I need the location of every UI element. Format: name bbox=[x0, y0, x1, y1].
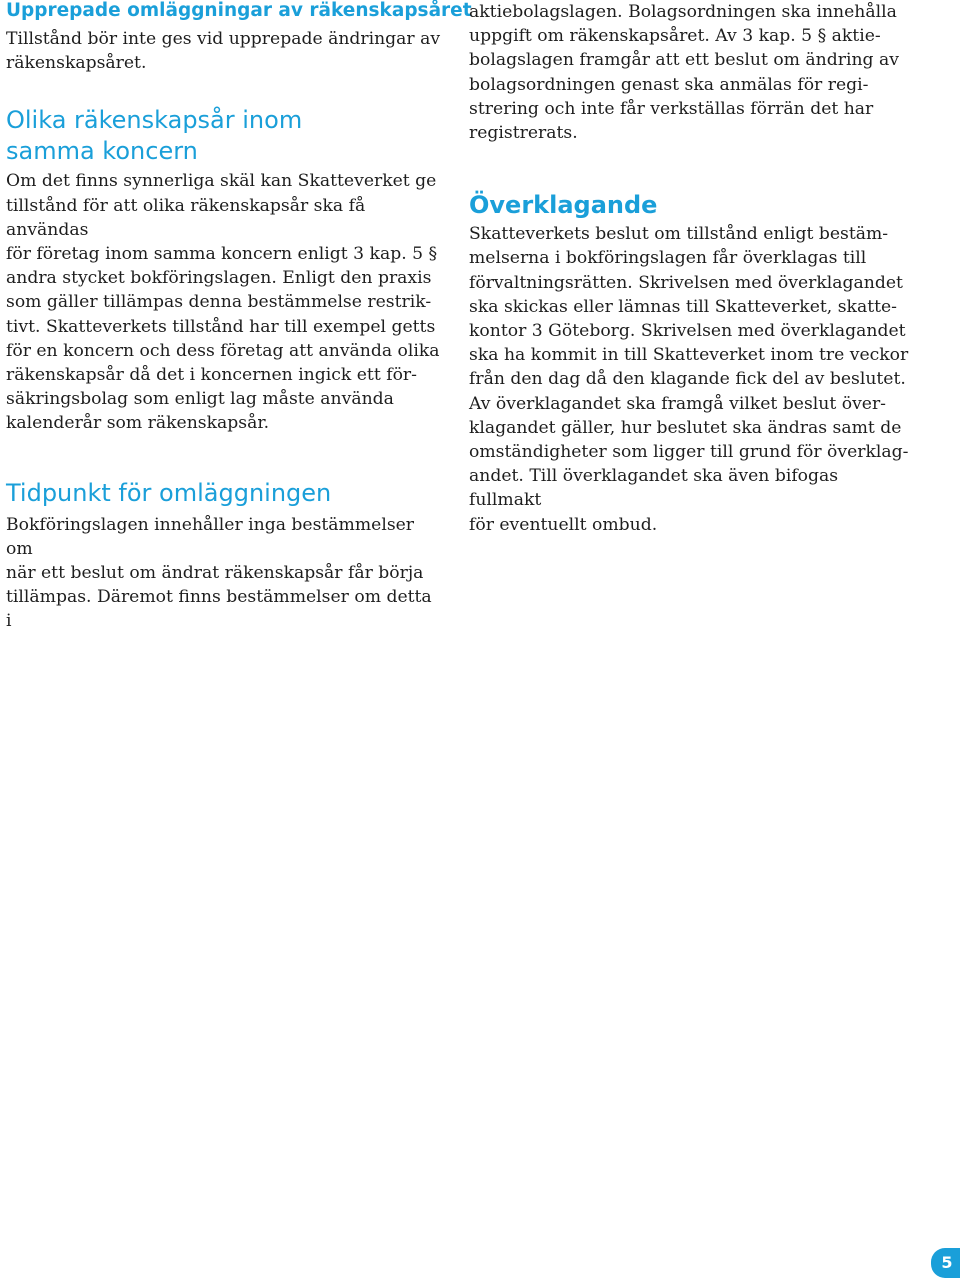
page-number: 5 bbox=[941, 1253, 953, 1272]
section-body-timing: Bokföringslagen innehåller inga bestämmelser om när ett beslut om ändrat räkenskapsår får börja tillämpas. Däremot finns bestämmelser om detta i bbox=[6, 514, 432, 632]
section-heading-group-fiscal-years: Olika räkenskapsår inom samma koncern bbox=[6, 106, 303, 166]
section-heading-repeated-changes: Upprepade omläggningar av räkenskapsåret bbox=[6, 0, 472, 21]
section-body-appeal: Skatteverkets beslut om tillstånd enligt bestäm- melserna i bokföringslagen får överklagas till förvaltningsrätten. Skrivelsen med överklagandet ska skickas eller lämnas till Skatteverket, skatte- kontor 3 Göteborg. Skrivelsen med överklagandet ska ha kommit in till Skatteverket inom tre veckor från den dag då den klagande fick del av beslutet. Av överklagandet ska framgå vilket beslut över- klagandet gäller, hur beslutet ska ändras samt de omständigheter som ligger till grund för överklag- andet. Till överklagandet ska även bifogas fullmakt för eventuellt ombud. bbox=[469, 224, 909, 535]
left-column bbox=[6, 0, 472, 634]
right-column bbox=[469, 0, 909, 537]
section-body-group-fiscal-years: Om det finns synnerliga skäl kan Skatteverket ge tillstånd för att olika räkenskapsår ska få användas för företag inom samma koncern enligt 3 kap. 5 § andra stycket bokföringslagen. Enligt den praxis som gäller tillämpas denna bestämmelse restrik- tivt. Skatteverkets tillstånd har till exempel getts för en koncern och dess företag att använda olika räkenskapsår då det i koncernen ingick ett för- säkringsbolag som enligt lag måste använda kalenderår som räkenskapsår. bbox=[6, 171, 440, 434]
continued-paragraph: aktiebolagslagen. Bolagsordningen ska innehålla uppgift om räkenskapsåret. Av 3 kap. 5 § aktie- bolagslagen framgår att ett beslut om ändring av bolagsordningen genast ska anmälas för regi- strering och inte får verkställas förrän det har registrerats. bbox=[469, 2, 899, 144]
page-number-badge bbox=[931, 1248, 960, 1278]
section-heading-timing: Tidpunkt för omläggningen bbox=[6, 478, 332, 507]
section-body-repeated-changes: Tillstånd bör inte ges vid upprepade ändringar av räkenskapsåret. bbox=[6, 29, 441, 74]
section-heading-appeal: Överklagande bbox=[469, 191, 658, 220]
